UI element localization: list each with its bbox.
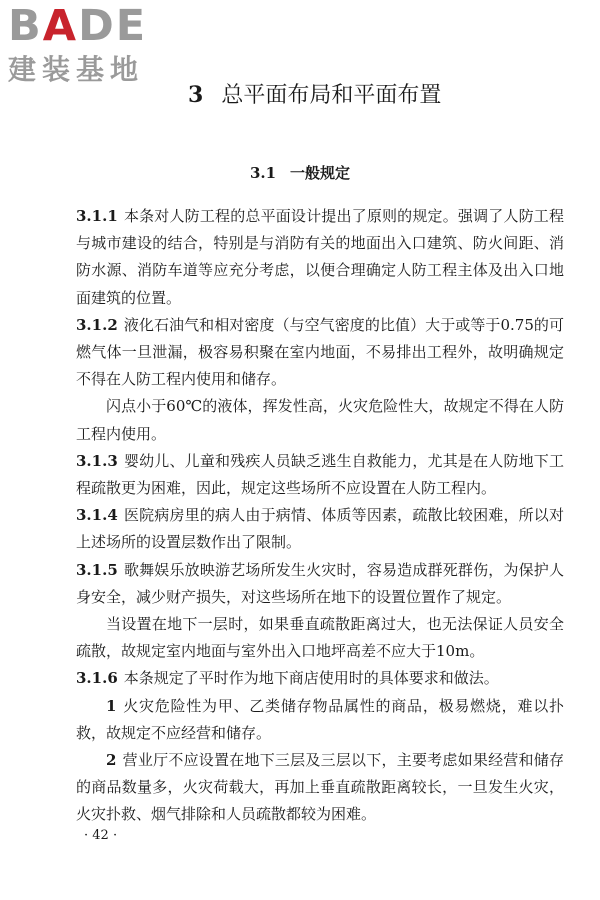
- section-number: 3.1: [249, 164, 277, 182]
- chapter-title: 总平面布局和平面布置: [221, 83, 442, 108]
- continuation-paragraph: [76, 611, 564, 665]
- body-text: [76, 203, 564, 829]
- clause-number: 3.1.5: [76, 560, 118, 579]
- chapter-heading: [188, 80, 441, 111]
- clause-paragraph: [76, 665, 564, 692]
- list-item-paragraph: [76, 747, 564, 829]
- paragraph-text: 本条对人防工程的总平面设计提出了原则的规定。强调了人防工程与城市建设的结合，特别是与消防有关的地面出入口建筑、防火间距、消防水源、消防车道等应充分考虑，以便合理确定人防工程主体及出入口地面建筑的位置。: [76, 207, 564, 307]
- paragraph-text: 当设置在地下一层时，如果垂直疏散距离过大，也无法保证人员安全疏散，故规定室内地面与室外出入口地坪高差不应大于10m。: [76, 615, 564, 661]
- paragraph-text: 婴幼儿、儿童和残疾人员缺乏逃生自救能力，尤其是在人防地下工程疏散更为困难，因此，规定这些场所不应设置在人防工程内。: [76, 451, 564, 498]
- logo-chinese-text: 建装基地: [8, 53, 145, 86]
- clause-paragraph: [76, 557, 564, 611]
- paragraph-text: 营业厅不应设置在地下三层及三层以下，主要考虑如果经营和储存的商品数量多，火灾荷载大，再加上垂直疏散距离较长，一旦发生火灾，火灾扑救、烟气排除和人员疏散都较为困难。: [76, 751, 564, 824]
- paragraph-text: 医院病房里的病人由于病情、体质等因素，疏散比较困难，所以对上述场所的设置层数作出了限制。: [76, 506, 564, 552]
- clause-number: 3.1.2: [76, 315, 118, 334]
- list-item-paragraph: [76, 693, 564, 747]
- clause-paragraph: [76, 203, 564, 312]
- section-heading: [0, 162, 600, 184]
- clause-number: 3.1.4: [76, 506, 118, 525]
- paragraph-text: 本条规定了平时作为地下商店使用时的具体要求和做法。: [123, 669, 499, 688]
- clause-number: 3.1.6: [76, 669, 118, 688]
- bade-logo: [8, 1, 148, 86]
- logo-wordmark: BADE: [8, 1, 148, 51]
- paragraph-text: 液化石油气和相对密度（与空气密度的比值）大于或等于0.75的可燃气体一旦泄漏，极容易积聚在室内地面，不易排出工程外，故明确规定不得在人防工程内使用和储存。: [76, 315, 564, 389]
- paragraph-text: 闪点小于60℃的液体，挥发性高，火灾危险性大，故规定不得在人防工程内使用。: [76, 397, 564, 443]
- section-title: 一般规定: [290, 164, 351, 182]
- page-number: · 42 ·: [84, 828, 118, 843]
- paragraph-text: 歌舞娱乐放映游艺场所发生火灾时，容易造成群死群伤，为保护人身安全，减少财产损失，对这些场所在地下的设置位置作了规定。: [76, 560, 564, 606]
- item-number: 2: [106, 751, 117, 770]
- clause-paragraph: [76, 312, 564, 394]
- clause-paragraph: [76, 502, 564, 556]
- chapter-number: 3: [188, 82, 204, 108]
- paragraph-text: 火灾危险性为甲、乙类储存物品属性的商品，极易燃烧，难以扑救，故规定不应经营和储存。: [76, 696, 564, 742]
- continuation-paragraph: [76, 393, 564, 447]
- item-number: 1: [106, 696, 117, 715]
- clause-number: 3.1.1: [76, 207, 118, 225]
- clause-paragraph: [76, 448, 564, 502]
- clause-number: 3.1.3: [76, 451, 118, 470]
